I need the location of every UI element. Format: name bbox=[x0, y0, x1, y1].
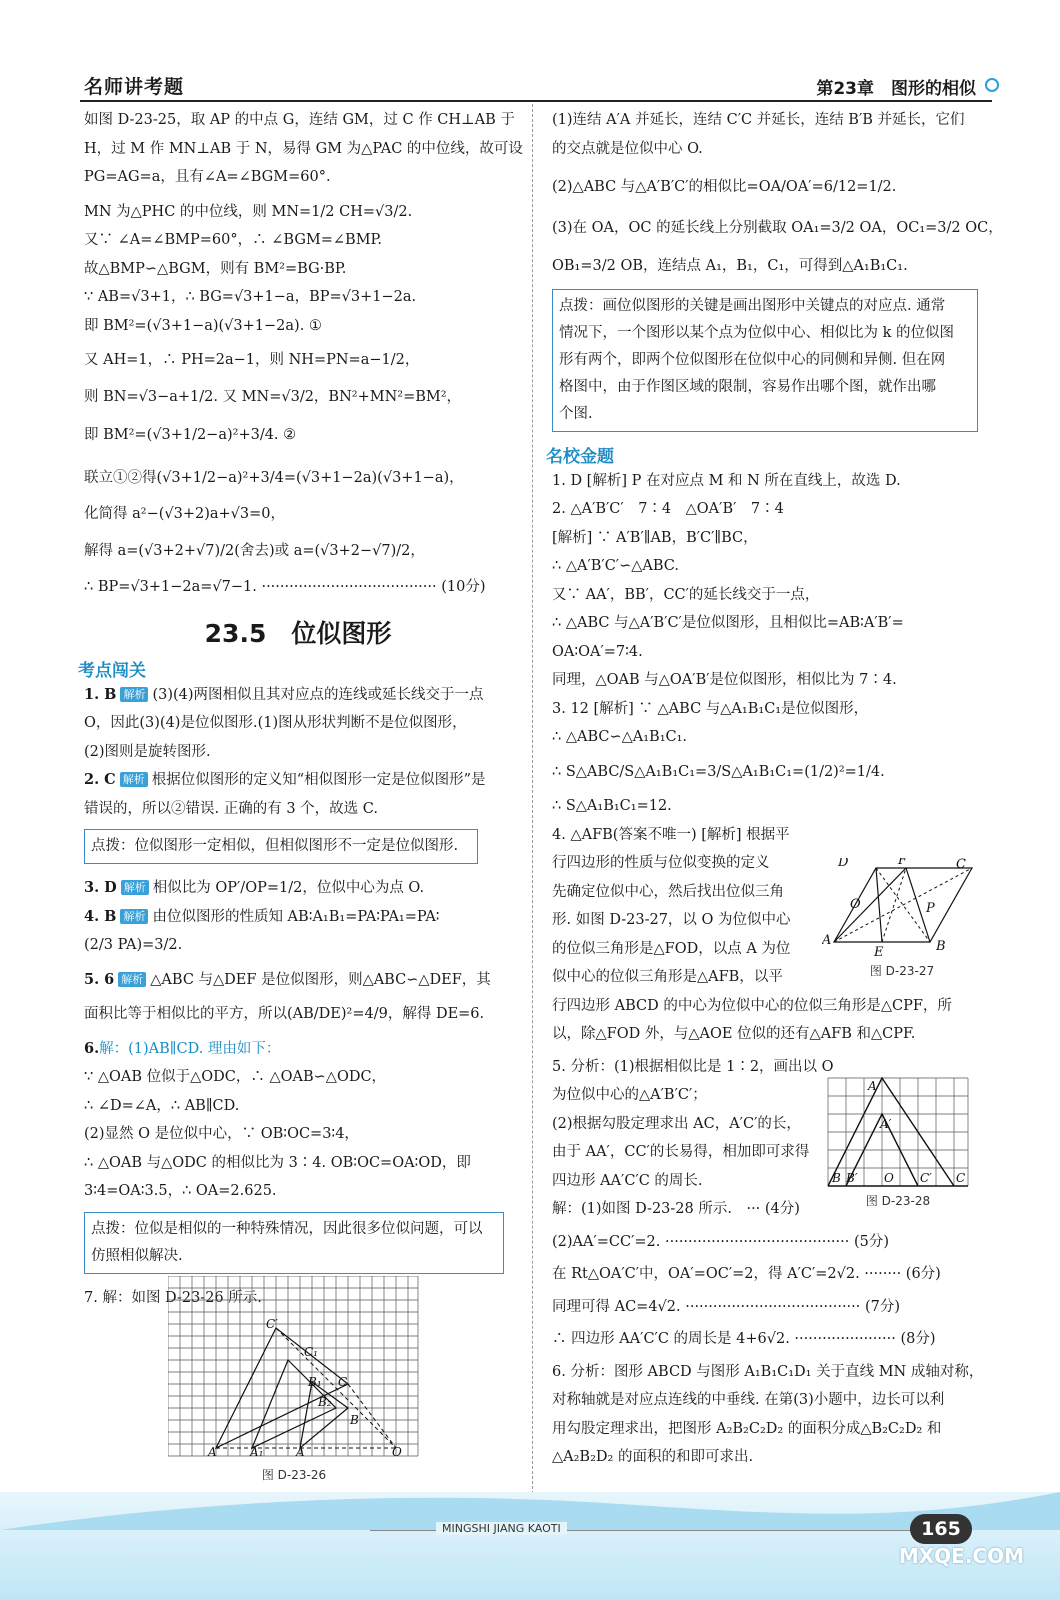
svg-text:A′: A′ bbox=[208, 1445, 220, 1459]
svg-text:A: A bbox=[868, 1079, 877, 1093]
answer-line: 6. 分析：图形 ABCD 与图形 A₁B₁C₁D₁ 关于直线 MN 成轴对称， bbox=[552, 1363, 984, 1380]
left-column bbox=[78, 106, 523, 1312]
hint-text: 形有两个，即两个位似图形在位似中心的同侧和异侧. 但在网 bbox=[559, 351, 946, 368]
text-line: 解得 a=(√3+2+√7)/2(舍去)或 a=(√3+2−√7)/2， bbox=[84, 542, 425, 559]
svg-text:B₂: B₂ bbox=[318, 1395, 332, 1409]
svg-text:C: C bbox=[338, 1375, 348, 1389]
answer-line: [解析] ∵ A′B′∥AB，B′C′∥BC， bbox=[552, 529, 758, 546]
hint-text: 点拨：画位似图形的关键是画出图形中关键点的对应点. 通常 bbox=[559, 297, 946, 314]
jiexi-tag: 解析 bbox=[118, 972, 146, 987]
hint-text: 格图中，由于作图区域的限制，容易作出哪个图，就作出哪 bbox=[559, 378, 936, 395]
answer-line: 3. 12 [解析] ∵ △ABC 与△A₁B₁C₁是位似图形， bbox=[552, 700, 869, 717]
svg-text:D: D bbox=[838, 858, 849, 870]
item4-block bbox=[552, 821, 814, 992]
svg-text:B: B bbox=[350, 1413, 359, 1427]
answer-line: (2)AA′=CC′=2. ········································ (5分) bbox=[552, 1233, 890, 1250]
header-dot-icon bbox=[985, 78, 999, 92]
answer-line: OA∶OA′=7∶4. bbox=[552, 643, 643, 660]
hint-box bbox=[84, 829, 478, 864]
item5-block bbox=[552, 1053, 834, 1224]
text-line: ∴ BP=√3+1−2a=√7−1. ······································ (10分) bbox=[84, 579, 486, 595]
answer-num: 5. 6 bbox=[84, 970, 115, 988]
answer-line bbox=[84, 766, 512, 795]
answer-line: 的位似三角形是△FOD，以点 A 为位 bbox=[552, 940, 791, 957]
text-line: (1)连结 A′A 并延长，连结 C′C 并延长，连结 B′B 并延长，它们 bbox=[552, 112, 965, 128]
grid-figure-26 bbox=[168, 1276, 420, 1462]
answer-line: ∴ 四边形 AA′C′C 的周长是 4+6√2. ······················ (8分) bbox=[552, 1331, 936, 1347]
hint-text: 仿照相似解决. bbox=[91, 1247, 183, 1264]
answer-num: 3. D bbox=[84, 879, 117, 896]
text-line: PG=AG=a，且有∠A=∠BGM=60°. bbox=[84, 169, 331, 185]
answer-line: 由于 AA′，CC′的长易得，相加即可求得 bbox=[552, 1144, 810, 1160]
jiexi-tag: 解析 bbox=[121, 880, 149, 895]
answer-num: 6. bbox=[84, 1039, 100, 1057]
svg-text:C: C bbox=[956, 1171, 966, 1185]
figure-d-23-26 bbox=[168, 1276, 420, 1483]
svg-text:F: F bbox=[898, 858, 908, 868]
text-line: MN 为△PHC 的中位线，则 MN=1/2 CH=√3/2. bbox=[84, 203, 413, 220]
figure-caption: 图 D-23-28 bbox=[865, 1194, 931, 1208]
section-title: 23.5 位似图形 bbox=[204, 618, 392, 648]
text-line: H，过 M 作 MN⊥AB 于 N，易得 GM 为△PAC 的中位线，故可设 bbox=[84, 140, 523, 157]
answer-line: 1. D [解析] P 在对应点 M 和 N 所在直线上，故选 D. bbox=[552, 472, 901, 489]
answer-line: 先确定位似中心，然后找出位似三角 bbox=[552, 883, 784, 900]
answer-line: ∴ △ABC 与△A′B′C′是位似图形，且相似比=AB∶A′B′= bbox=[552, 615, 904, 631]
answer-line bbox=[84, 966, 512, 995]
answer-line: 4. △AFB(答案不唯一) [解析] 根据平 bbox=[552, 826, 790, 843]
answer-line: 以，除△FOD 外，与△AOE 位似的还有△AFB 和△CPF. bbox=[552, 1026, 916, 1042]
answer-line: 又∵ AA′，BB′，CC′的延长线交于一点， bbox=[552, 586, 820, 603]
hint-box bbox=[552, 289, 978, 432]
answer-line: 似中心的位似三角形是△AFB，以平 bbox=[552, 969, 783, 985]
text-line: 的交点就是位似中心 O. bbox=[552, 140, 703, 157]
text-line: 故△BMP∽△BGM，则有 BM²=BG·BP. bbox=[84, 260, 347, 277]
text-line: 联立①②得(√3+1/2−a)²+3/4=(√3+1−2a)(√3+1−a)， bbox=[84, 469, 464, 486]
svg-text:C′: C′ bbox=[920, 1171, 932, 1185]
text-line: OB₁=3/2 OB，连结点 A₁，B₁，C₁，可得到△A₁B₁C₁. bbox=[552, 258, 908, 274]
answer-line: O，因此(3)(4)是位似图形.(1)图从形状判断不是位似图形， bbox=[84, 715, 467, 731]
svg-text:B′: B′ bbox=[846, 1171, 858, 1185]
answer-text: (3)(4)两图相似且其对应点的连线或延长线交于一点 bbox=[152, 686, 484, 703]
right-answers bbox=[552, 467, 992, 821]
svg-text:A: A bbox=[822, 933, 832, 948]
text-line: ∵ AB=√3+1，∴ BG=√3+1−a，BP=√3+1−2a. bbox=[84, 289, 417, 305]
text-line: 又 AH=1，∴ PH=2a−1，则 NH=PN=a−1/2， bbox=[84, 352, 420, 368]
svg-text:O: O bbox=[392, 1445, 402, 1459]
answer-line bbox=[84, 903, 512, 932]
answer-line: (2)显然 O 是位似中心，∵ OB∶OC=3∶4， bbox=[84, 1126, 359, 1142]
svg-text:A₁: A₁ bbox=[250, 1445, 264, 1459]
grid-figure-28 bbox=[826, 1076, 970, 1188]
subsection-mingxiao: 名校金题 bbox=[546, 446, 614, 467]
answer-line: 在 Rt△OA′C′中，OA′=OC′=2，得 A′C′=2√2. ········ (6分) bbox=[552, 1266, 941, 1282]
svg-text:C₁: C₁ bbox=[304, 1345, 318, 1359]
svg-text:P: P bbox=[926, 901, 935, 916]
figure-d-23-27 bbox=[822, 858, 982, 979]
page-number: 165 bbox=[910, 1514, 972, 1544]
answer-line: 5. 分析：(1)根据相似比是 1∶2，画出以 O bbox=[552, 1058, 834, 1075]
answer-line: 形. 如图 D-23-27，以 O 为位似中心 bbox=[552, 912, 791, 928]
svg-text:A: A bbox=[296, 1445, 305, 1459]
watermark: MXQE.COM bbox=[898, 1544, 1024, 1568]
text-line: 即 BM²=(√3+1/2−a)²+3/4. ② bbox=[84, 427, 297, 443]
answer-line: △A₂B₂D₂ 的面积的和即可求出. bbox=[552, 1449, 754, 1465]
answer-text: △ABC 与△DEF 是位似图形，则△ABC∽△DEF，其 bbox=[150, 971, 491, 988]
column-divider bbox=[532, 104, 533, 1504]
answer-line: 3∶4=OA∶3.5，∴ OA=2.625. bbox=[84, 1183, 277, 1199]
hint-text: 情况下，一个图形以某个点为位似中心、相似比为 k 的位似图 bbox=[559, 324, 955, 341]
svg-text:B: B bbox=[936, 939, 946, 954]
answer-text: 由位似图形的性质知 AB∶A₁B₁=PA∶PA₁=PA∶ bbox=[152, 908, 440, 925]
hint-text: 个图. bbox=[559, 405, 593, 422]
header-chapter: 第23章 图形的相似 bbox=[816, 79, 976, 99]
hint-box bbox=[84, 1212, 504, 1274]
jiexi-tag: 解析 bbox=[120, 687, 148, 702]
footer-text: MINGSHI JIANG KAOTI bbox=[436, 1522, 567, 1535]
answer-line: 面积比等于相似比的平方，所以(AB/DE)²=4/9，解得 DE=6. bbox=[84, 1006, 485, 1022]
answer-line: 错误的，所以②错误. 正确的有 3 个，故选 C. bbox=[84, 800, 378, 817]
svg-text:O: O bbox=[850, 897, 861, 912]
answer-num: 4. B bbox=[84, 907, 117, 925]
answer-line: 7. 解：如图 D-23-26 所示. bbox=[84, 1289, 262, 1306]
answer-line: 为位似中心的△A′B′C′； bbox=[552, 1087, 707, 1103]
svg-text:E: E bbox=[874, 945, 884, 958]
figure-caption: 图 D-23-27 bbox=[869, 964, 935, 978]
answer-line: 对称轴就是对应点连线的中垂线. 在第(3)小题中，边长可以利 bbox=[552, 1392, 945, 1408]
answer-line: ∴ △OAB 与△ODC 的相似比为 3∶4. OB∶OC=OA∶OD，即 bbox=[84, 1154, 471, 1171]
answer-line: ∵ △OAB 位似于△ODC，∴ △OAB∽△ODC， bbox=[84, 1069, 387, 1085]
right-column bbox=[546, 106, 1003, 1472]
answers-block-2 bbox=[84, 874, 512, 1206]
answer-line bbox=[84, 1035, 512, 1064]
hint-text: 点拨：位似图形一定相似，但相似图形不一定是位似图形. bbox=[91, 838, 459, 854]
answer-line: ∴ ∠D=∠A，∴ AB∥CD. bbox=[84, 1097, 240, 1114]
answer-line: (2/3 PA)=3/2. bbox=[84, 937, 183, 953]
answer-line: 用勾股定理求出，把图形 A₂B₂C₂D₂ 的面积分成△B₂C₂D₂ 和 bbox=[552, 1420, 942, 1437]
answer-line: 同理，△OAB 与△OA′B′是位似图形，相似比为 7∶4. bbox=[552, 672, 897, 688]
answer-line bbox=[84, 874, 512, 903]
answer-num: 2. C bbox=[84, 771, 116, 788]
answer-line: 2. △A′B′C′ 7∶4 △OA′B′ 7∶4 bbox=[552, 501, 784, 517]
jiexi-tag: 解析 bbox=[120, 772, 148, 787]
text-line: 如图 D-23-25，取 AP 的中点 G，连结 GM，过 C 作 CH⊥AB 于 bbox=[84, 112, 515, 128]
answer-line: ∴ S△ABC/S△A₁B₁C₁=3/S△A₁B₁C₁=(1/2)²=1/4. bbox=[552, 763, 885, 780]
answer-num: 1. B bbox=[84, 685, 117, 703]
svg-text:B: B bbox=[832, 1171, 841, 1185]
answer-line: (2)根据勾股定理求出 AC，A′C′的长， bbox=[552, 1115, 801, 1132]
answer-text: 相似比为 OP′/OP=1/2，位似中心为点 O. bbox=[152, 880, 425, 896]
answer-text: 解：(1)AB∥CD. 理由如下： bbox=[99, 1040, 281, 1057]
answer-line: ∴ △ABC∽△A₁B₁C₁. bbox=[552, 729, 688, 745]
left-top-solution bbox=[84, 106, 523, 602]
answer-line: 同理可得 AC=4√2. ······································ (7分) bbox=[552, 1298, 901, 1315]
text-line: (3)在 OA，OC 的延长线上分别截取 OA₁=3/2 OA，OC₁=3/2 OC， bbox=[552, 219, 1003, 236]
answer-line: 四边形 AA′C′C 的周长. bbox=[552, 1172, 703, 1189]
text-line: 则 BN=√3−a+1/2. 又 MN=√3/2，BN²+MN²=BM²， bbox=[84, 388, 462, 405]
text-line: 又∵ ∠A=∠BMP=60°，∴ ∠BGM=∠BMP. bbox=[84, 232, 382, 248]
answer-line: ∴ S△A₁B₁C₁=12. bbox=[552, 798, 672, 814]
text-line: 即 BM²=(√3+1−a)(√3+1−2a). ① bbox=[84, 317, 322, 334]
svg-text:A′: A′ bbox=[880, 1117, 892, 1131]
text-line: (2)△ABC 与△A′B′C′的相似比=OA/OA′=6/12=1/2. bbox=[552, 179, 897, 195]
header-rule bbox=[80, 100, 992, 102]
svg-text:C′: C′ bbox=[266, 1317, 278, 1331]
answer-line: 解：(1)如图 D-23-28 所示. ··· (4分) bbox=[552, 1201, 800, 1217]
answer-line: ∴ △A′B′C′∽△ABC. bbox=[552, 558, 679, 574]
answer-text: 根据位似图形的定义知“相似图形一定是位似图形”是 bbox=[151, 772, 486, 788]
answer-line: 行四边形的性质与位似变换的定义 bbox=[552, 855, 770, 871]
svg-text:O: O bbox=[884, 1171, 894, 1185]
answers-block-1 bbox=[84, 681, 512, 824]
answer-line: 行四边形 ABCD 的中心为位似中心的位似三角形是△CPF，所 bbox=[552, 997, 952, 1014]
answer-line: (2)图则是旋转图形. bbox=[84, 743, 211, 760]
hint-text: 点拨：位似是相似的一种特殊情况，因此很多位似问题，可以 bbox=[91, 1220, 483, 1237]
answer-line bbox=[84, 681, 512, 710]
subsection-kaodian: 考点闯关 bbox=[78, 660, 146, 681]
text-line: 化简得 a²−(√3+2)a+√3=0， bbox=[84, 506, 286, 522]
figure-caption: 图 D-23-26 bbox=[261, 1468, 327, 1482]
figure-d-23-28 bbox=[826, 1076, 970, 1209]
triangles bbox=[216, 1328, 348, 1448]
header-book-title: 名师讲考题 bbox=[84, 76, 185, 98]
jiexi-tag: 解析 bbox=[120, 909, 148, 924]
svg-text:C: C bbox=[956, 858, 966, 872]
svg-text:B₁: B₁ bbox=[308, 1375, 322, 1389]
parallelogram-figure bbox=[822, 858, 982, 958]
